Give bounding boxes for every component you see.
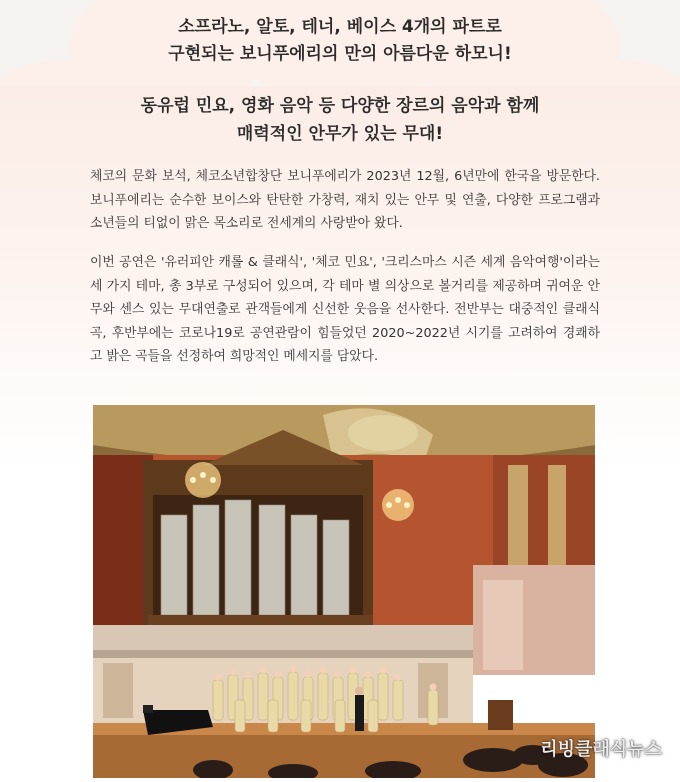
concert-hall-photo xyxy=(93,405,595,778)
headline-1-line-2: 구현되는 보니푸에리의 만의 아름다운 하모니! xyxy=(168,44,512,64)
program-paragraph: 이번 공연은 '유러피안 캐롤 & 클래식', '체코 민요', '크리스마스 시즌 세계 음악여행'이라는 세 가지 테마, 총 3부로 구성되어 있으며, 각 테마 별 의상으로 볼거리를 제공하며 귀여운 안무와 센스 있는 무대연출로 관객들에게 신선한 웃음을 선사한다. 전반부는 대중적인 클래식곡, 후반부에는 코로나19로 공연관람이 힘들었던 2020~2022년 시기를 고려하여 경쾌하고 밝은 곡들을 선정하여 희망적인 메세지를 담았다. xyxy=(90,255,600,364)
headline-2-line-1: 동유럽 민요, 영화 음악 등 다양한 장르의 음악과 함께 xyxy=(140,96,540,116)
headline-1-line-1: 소프라노, 알토, 테너, 베이스 4개의 파트로 xyxy=(178,17,502,37)
headline-2-line-2: 매력적인 안무가 있는 무대! xyxy=(236,124,444,144)
headline-2 xyxy=(0,92,680,148)
watermark-text: 리빙클래식뉴스 xyxy=(540,739,662,760)
headline-1 xyxy=(0,14,680,68)
intro-paragraph: 체코의 문화 보석, 체코소년합창단 보니푸에리가 2023년 12월, 6년만에 한국을 방문한다. 보니푸에리는 순수한 보이스와 탄탄한 가창력, 재치 있는 안무 및 연출, 다양한 프로그램과 소년들의 티없이 맑은 목소리로 전세계의 사랑받아 왔다. xyxy=(90,169,600,231)
